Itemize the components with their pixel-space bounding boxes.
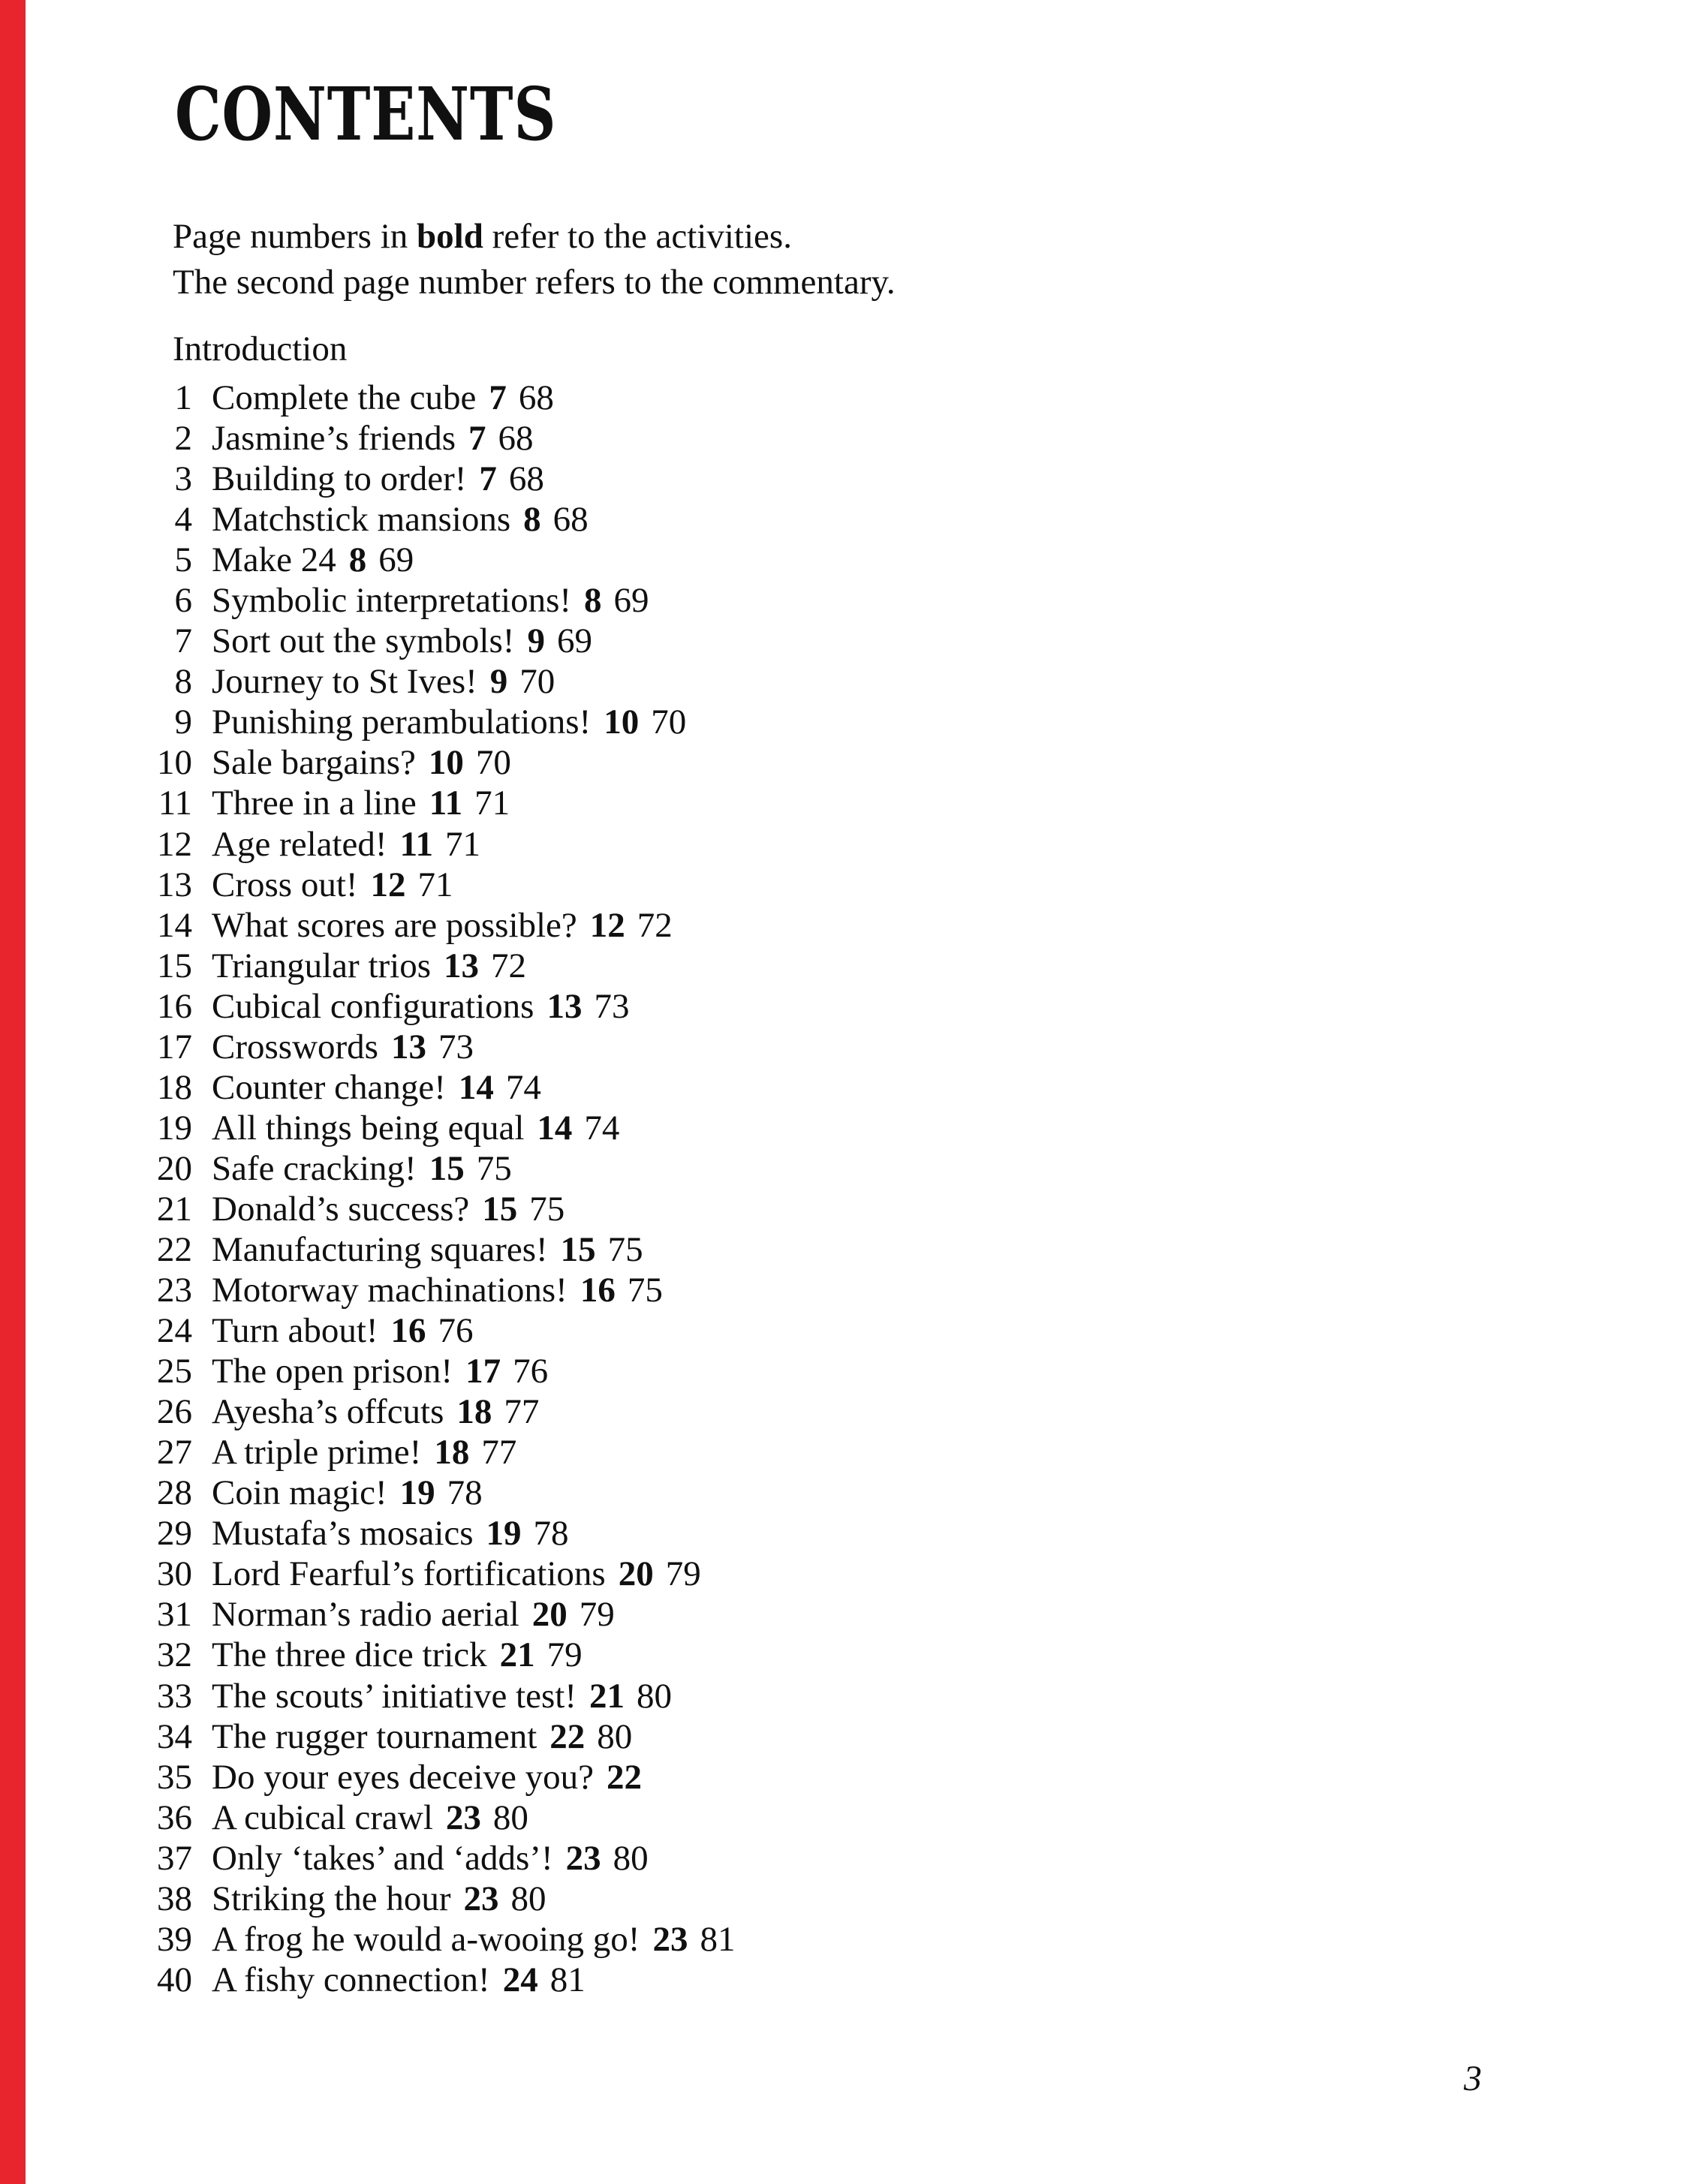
entry-activity-page: 12 <box>589 905 625 945</box>
entry-activity-page: 22 <box>606 1757 642 1797</box>
entry-commentary-page: 77 <box>504 1392 540 1432</box>
contents-entry <box>0 905 1689 946</box>
contents-entry <box>0 742 1689 783</box>
contents-entry <box>0 1676 1689 1716</box>
entry-number: 31 <box>157 1595 192 1635</box>
entry-number: 8 <box>174 662 192 702</box>
entry-number: 23 <box>157 1271 192 1310</box>
contents-entry <box>0 1229 1689 1270</box>
entry-activity-page: 9 <box>489 662 508 702</box>
entry-number: 30 <box>157 1554 192 1594</box>
entry-title: Do your eyes deceive you? <box>212 1757 594 1797</box>
entry-commentary-page: 75 <box>607 1229 643 1269</box>
entry-commentary-page: 79 <box>546 1635 583 1675</box>
entry-activity-page: 17 <box>465 1352 501 1391</box>
entry-title: A frog he would a-wooing go! <box>212 1919 640 1959</box>
entry-number: 29 <box>157 1514 192 1554</box>
entry-number: 24 <box>157 1311 192 1351</box>
intro-line1-bold-word: bold <box>417 217 483 256</box>
entry-commentary-page: 69 <box>556 621 592 661</box>
entry-number: 28 <box>157 1473 192 1513</box>
entry-activity-page: 8 <box>348 540 367 580</box>
entry-title: Donald’s success? <box>212 1189 470 1229</box>
entry-title: The open prison! <box>212 1352 453 1391</box>
contents-entry <box>0 580 1689 621</box>
entry-activity-page: 19 <box>399 1473 435 1513</box>
entry-commentary-page: 72 <box>491 946 527 985</box>
contents-entry <box>0 1432 1689 1473</box>
entry-title: What scores are possible? <box>212 905 577 945</box>
entry-activity-page: 10 <box>604 702 640 742</box>
entry-activity-page: 7 <box>489 378 507 417</box>
contents-entry <box>0 1716 1689 1757</box>
entry-title: Lord Fearful’s fortifications <box>212 1554 606 1594</box>
entry-activity-page: 24 <box>502 1960 538 1999</box>
entry-title: Mustafa’s mosaics <box>212 1514 474 1554</box>
entry-commentary-page: 80 <box>492 1797 528 1837</box>
contents-entry <box>0 1635 1689 1675</box>
contents-entry <box>0 1148 1689 1189</box>
entry-commentary-page: 70 <box>651 702 687 742</box>
entry-commentary-page: 79 <box>579 1595 615 1635</box>
entry-activity-page: 7 <box>479 459 497 499</box>
entry-number: 11 <box>158 784 192 823</box>
entry-title: Crosswords <box>212 1027 378 1066</box>
entry-activity-page: 21 <box>499 1635 535 1675</box>
entry-commentary-page: 80 <box>510 1879 546 1918</box>
entry-title: Triangular trios <box>212 946 432 985</box>
contents-entry <box>0 1473 1689 1513</box>
contents-entry <box>0 702 1689 742</box>
entry-activity-page: 23 <box>565 1838 601 1878</box>
entry-commentary-page: 74 <box>584 1108 620 1148</box>
entry-activity-page: 9 <box>527 621 545 661</box>
intro-note <box>173 214 896 305</box>
entry-number: 25 <box>157 1352 192 1391</box>
entry-title: Complete the cube <box>212 378 477 417</box>
contents-entry <box>0 986 1689 1027</box>
entry-commentary-page: 68 <box>498 419 534 459</box>
entry-title: A cubical crawl <box>212 1797 433 1837</box>
contents-entry <box>0 540 1689 580</box>
entry-title: Ayesha’s offcuts <box>212 1392 444 1432</box>
entry-number: 21 <box>157 1189 192 1229</box>
entry-activity-page: 15 <box>429 1148 465 1188</box>
entry-activity-page: 8 <box>523 500 541 540</box>
entry-title: Punishing perambulations! <box>212 702 592 742</box>
entry-commentary-page: 76 <box>513 1352 549 1391</box>
section-heading-introduction: Introduction <box>173 329 348 369</box>
entry-commentary-page: 81 <box>700 1919 736 1959</box>
entry-title: Turn about! <box>212 1311 378 1351</box>
entry-title: Age related! <box>212 824 387 864</box>
entry-commentary-page: 69 <box>378 540 414 580</box>
entry-number: 9 <box>174 702 192 742</box>
entry-commentary-page: 79 <box>665 1554 701 1594</box>
entry-title: Coin magic! <box>212 1473 387 1513</box>
entry-title: All things being equal <box>212 1108 525 1148</box>
entry-title: Norman’s radio aerial <box>212 1595 519 1635</box>
entry-number: 12 <box>157 824 192 864</box>
entry-commentary-page: 75 <box>529 1189 565 1229</box>
contents-entry <box>0 1270 1689 1310</box>
entry-number: 22 <box>157 1229 192 1269</box>
contents-entry <box>0 1960 1689 2000</box>
entry-commentary-page: 80 <box>597 1716 633 1756</box>
entry-commentary-page: 70 <box>519 662 555 702</box>
entry-commentary-page: 69 <box>613 581 649 621</box>
entry-number: 36 <box>157 1797 192 1837</box>
contents-entry <box>0 1067 1689 1108</box>
entry-commentary-page: 75 <box>476 1148 512 1188</box>
entry-number: 19 <box>157 1108 192 1148</box>
contents-entry <box>0 1919 1689 1960</box>
page-title: CONTENTS <box>175 71 557 157</box>
entry-commentary-page: 70 <box>475 743 511 783</box>
entry-title: Matchstick mansions <box>212 500 511 540</box>
entry-activity-page: 10 <box>428 743 464 783</box>
contents-entry <box>0 459 1689 499</box>
entry-activity-page: 12 <box>370 865 406 904</box>
entry-title: Cross out! <box>212 865 358 904</box>
entry-activity-page: 8 <box>584 581 602 621</box>
intro-line1-prefix: Page numbers in <box>173 217 417 256</box>
entry-commentary-page: 75 <box>627 1271 663 1310</box>
entry-activity-page: 23 <box>463 1879 499 1918</box>
entry-activity-page: 15 <box>560 1229 596 1269</box>
contents-entry <box>0 1310 1689 1351</box>
contents-entry <box>0 1594 1689 1635</box>
entry-commentary-page: 78 <box>447 1473 483 1513</box>
contents-entry <box>0 1838 1689 1879</box>
entry-title: Striking the hour <box>212 1879 451 1918</box>
entry-activity-page: 13 <box>444 946 480 985</box>
entry-number: 18 <box>157 1067 192 1107</box>
contents-entry <box>0 1513 1689 1554</box>
intro-line-2: The second page number refers to the commentary. <box>173 263 896 302</box>
entry-commentary-page: 80 <box>636 1676 672 1716</box>
entry-number: 1 <box>174 378 192 417</box>
contents-entry <box>0 1554 1689 1594</box>
entry-activity-page: 18 <box>434 1433 470 1473</box>
entry-number: 16 <box>157 986 192 1026</box>
entry-number: 37 <box>157 1838 192 1878</box>
entry-activity-page: 11 <box>399 824 433 864</box>
entry-title: Sale bargains? <box>212 743 416 783</box>
entry-commentary-page: 68 <box>508 459 544 499</box>
entry-activity-page: 15 <box>482 1189 518 1229</box>
contents-entry <box>0 621 1689 661</box>
entry-number: 5 <box>174 540 192 580</box>
entry-activity-page: 7 <box>468 419 486 459</box>
entry-title: Journey to St Ives! <box>212 662 477 702</box>
entry-number: 2 <box>174 419 192 459</box>
contents-entry <box>0 865 1689 905</box>
contents-entry <box>0 1391 1689 1432</box>
entry-number: 14 <box>157 905 192 945</box>
entry-number: 17 <box>157 1027 192 1066</box>
contents-entry <box>0 1027 1689 1067</box>
entry-title: Sort out the symbols! <box>212 621 515 661</box>
entry-title: Counter change! <box>212 1067 446 1107</box>
entry-number: 40 <box>157 1960 192 1999</box>
entry-title: The rugger tournament <box>212 1716 537 1756</box>
contents-entry <box>0 1879 1689 1919</box>
entry-activity-page: 13 <box>390 1027 426 1066</box>
contents-entry <box>0 783 1689 823</box>
entry-number: 3 <box>174 459 192 499</box>
entry-number: 39 <box>157 1919 192 1959</box>
contents-entry <box>0 499 1689 540</box>
entry-number: 26 <box>157 1392 192 1432</box>
entry-number: 33 <box>157 1676 192 1716</box>
entry-commentary-page: 71 <box>417 865 453 904</box>
entry-commentary-page: 73 <box>438 1027 474 1066</box>
entry-activity-page: 23 <box>652 1919 688 1959</box>
entry-title: Safe cracking! <box>212 1148 417 1188</box>
entry-activity-page: 11 <box>429 784 463 823</box>
entry-number: 6 <box>174 581 192 621</box>
entry-activity-page: 23 <box>445 1797 481 1837</box>
entry-number: 4 <box>174 500 192 540</box>
entry-commentary-page: 68 <box>552 500 589 540</box>
intro-line1-suffix: refer to the activities. <box>483 217 792 256</box>
entry-commentary-page: 77 <box>481 1433 517 1473</box>
entry-commentary-page: 68 <box>518 378 554 417</box>
entry-title: The scouts’ initiative test! <box>212 1676 577 1716</box>
entry-number: 32 <box>157 1635 192 1675</box>
entry-title: Building to order! <box>212 459 467 499</box>
entry-title: Symbolic interpretations! <box>212 581 572 621</box>
entry-title: The three dice trick <box>212 1635 487 1675</box>
entry-activity-page: 14 <box>458 1067 494 1107</box>
entry-activity-page: 20 <box>531 1595 568 1635</box>
entry-activity-page: 22 <box>549 1716 586 1756</box>
folio-page-number: 3 <box>1464 2059 1482 2098</box>
entry-activity-page: 16 <box>390 1311 426 1351</box>
entry-activity-page: 21 <box>589 1676 625 1716</box>
contents-entry <box>0 1757 1689 1797</box>
contents-entry <box>0 946 1689 986</box>
entry-activity-page: 20 <box>618 1554 654 1594</box>
entry-number: 38 <box>157 1879 192 1918</box>
entry-commentary-page: 81 <box>549 1960 586 1999</box>
entry-commentary-page: 76 <box>438 1311 474 1351</box>
entry-number: 15 <box>157 946 192 985</box>
contents-list <box>0 378 1689 2000</box>
entry-number: 7 <box>174 621 192 661</box>
entry-title: Manufacturing squares! <box>212 1229 548 1269</box>
entry-commentary-page: 71 <box>444 824 480 864</box>
entry-commentary-page: 78 <box>533 1514 569 1554</box>
contents-entry <box>0 378 1689 418</box>
entry-number: 13 <box>157 865 192 904</box>
entry-number: 10 <box>157 743 192 783</box>
contents-entry <box>0 661 1689 702</box>
entry-activity-page: 19 <box>486 1514 522 1554</box>
entry-commentary-page: 73 <box>594 986 630 1026</box>
entry-title: Motorway machinations! <box>212 1271 568 1310</box>
contents-entry <box>0 418 1689 459</box>
contents-entry <box>0 1351 1689 1391</box>
entry-number: 34 <box>157 1716 192 1756</box>
entry-number: 35 <box>157 1757 192 1797</box>
entry-title: Jasmine’s friends <box>212 419 456 459</box>
entry-activity-page: 13 <box>546 986 583 1026</box>
contents-entry <box>0 1189 1689 1229</box>
intro-line-1 <box>173 214 896 260</box>
entry-commentary-page: 74 <box>505 1067 541 1107</box>
entry-number: 27 <box>157 1433 192 1473</box>
entry-activity-page: 14 <box>537 1108 573 1148</box>
contents-entry <box>0 1797 1689 1838</box>
entry-activity-page: 18 <box>456 1392 492 1432</box>
entry-commentary-page: 71 <box>474 784 510 823</box>
entry-title: A fishy connection! <box>212 1960 490 1999</box>
contents-entry <box>0 1108 1689 1148</box>
entry-title: Make 24 <box>212 540 336 580</box>
entry-activity-page: 16 <box>580 1271 616 1310</box>
entry-title: Cubical configurations <box>212 986 534 1026</box>
contents-entry <box>0 824 1689 865</box>
entry-title: Three in a line <box>212 784 417 823</box>
entry-commentary-page: 80 <box>613 1838 649 1878</box>
entry-commentary-page: 72 <box>637 905 673 945</box>
entry-number: 20 <box>157 1148 192 1188</box>
entry-title: A triple prime! <box>212 1433 422 1473</box>
entry-title: Only ‘takes’ and ‘adds’! <box>212 1838 553 1878</box>
